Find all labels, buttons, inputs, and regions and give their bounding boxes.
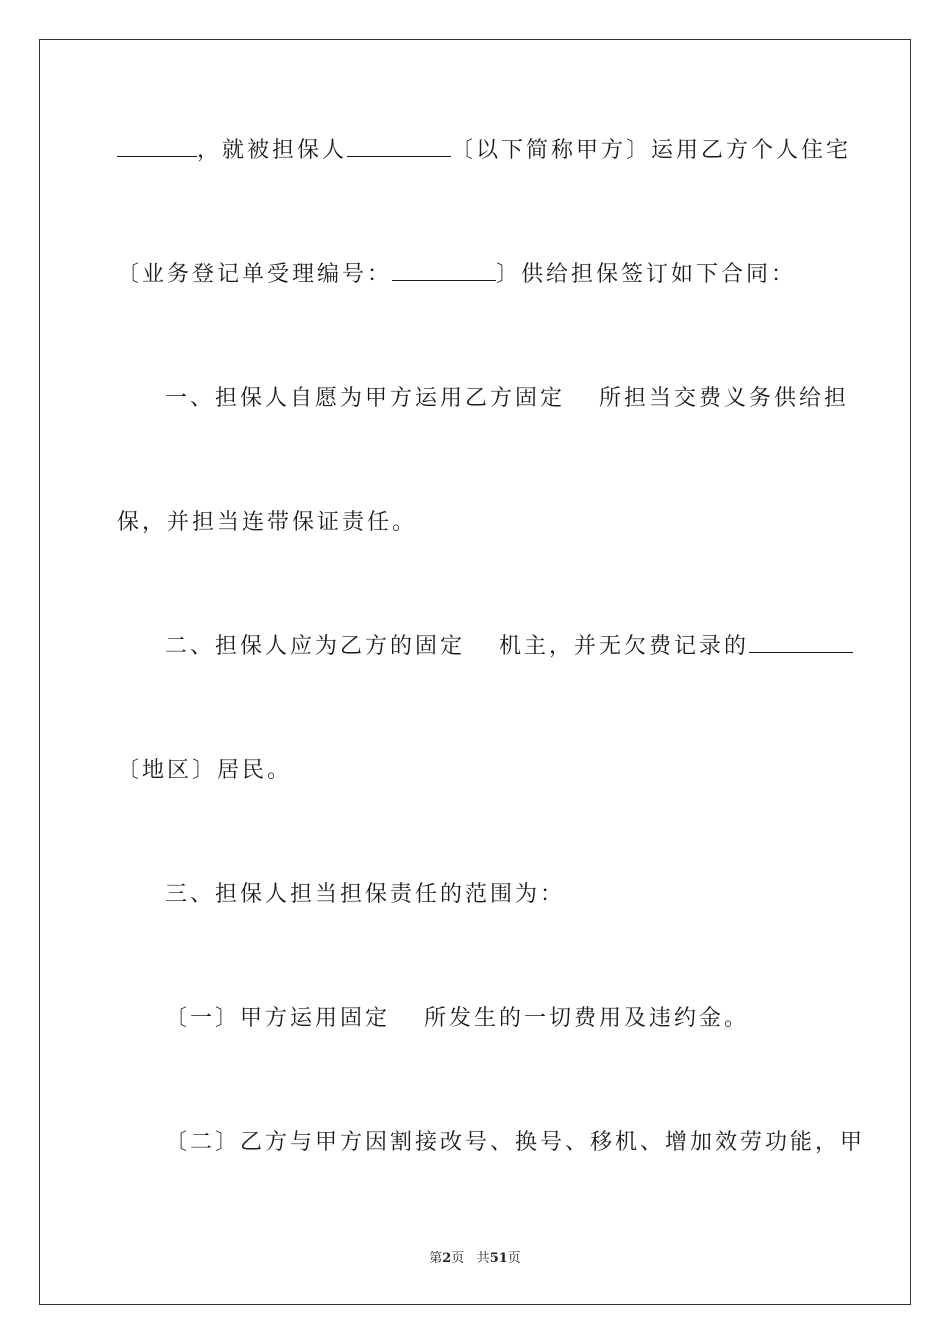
footer-total-prefix: 共 [476, 1251, 490, 1266]
blank-guarantor-name [117, 138, 197, 157]
line-3-part-a: 一、担保人自愿为甲方运用乙方固定 [165, 386, 566, 411]
paragraph-line-3 [165, 384, 885, 414]
line-5-part-b: 机主，并无欠费记录的 [499, 634, 750, 659]
blank-region [749, 634, 853, 653]
line-1-part-b: 〔以下简称甲方〕运用乙方个人住宅 [451, 138, 852, 163]
blank-guaranteed-person [347, 138, 451, 157]
paragraph-line-1 [117, 136, 852, 166]
line-4-text: 保，并担当连带保证责任。 [117, 510, 418, 535]
paragraph-line-7 [165, 880, 885, 910]
line-8-part-b: 所发生的一切费用及违约金。 [424, 1006, 750, 1031]
line-2-part-b: 〕供给担保签订如下合同： [496, 262, 797, 287]
line-1-part-a: ，就被担保人 [197, 138, 348, 163]
line-6-text: 〔地区〕居民。 [117, 758, 293, 783]
paragraph-line-6 [117, 756, 837, 786]
footer-total-suffix: 页 [507, 1251, 521, 1266]
line-3-part-b: 所担当交费义务供给担 [599, 386, 850, 411]
line-8-part-a: 〔一〕甲方运用固定 [165, 1006, 391, 1031]
blank-registration-number [392, 262, 496, 281]
footer-total-number: 51 [489, 1251, 508, 1266]
paragraph-line-4 [117, 508, 837, 538]
footer-page-suffix: 页 [451, 1251, 465, 1266]
page-frame [39, 39, 911, 1305]
line-5-part-a: 二、担保人应为乙方的固定 [165, 634, 466, 659]
paragraph-line-2 [117, 260, 837, 290]
paragraph-line-8 [165, 1004, 885, 1034]
paragraph-line-9 [165, 1128, 885, 1158]
page-footer [0, 1247, 950, 1266]
footer-page-prefix: 第 [429, 1251, 443, 1266]
line-2-part-a: 〔业务登记单受理编号： [117, 262, 393, 287]
footer-page-number: 2 [442, 1251, 452, 1266]
line-9-text: 〔二〕乙方与甲方因割接改号、换号、移机、增加效劳功能，甲 [165, 1130, 866, 1155]
line-7-text: 三、担保人担当担保责任的范围为： [165, 882, 566, 907]
paragraph-line-5 [165, 632, 885, 662]
